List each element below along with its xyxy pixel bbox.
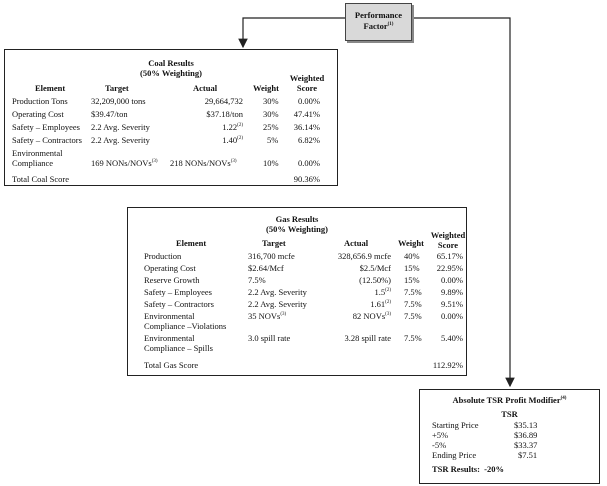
coal-env-element-line2: Compliance <box>12 158 54 168</box>
tsr-header: TSR <box>501 409 518 419</box>
coal-row-weight: 30% <box>263 96 279 106</box>
coal-title: Coal Results <box>148 58 194 68</box>
gas-row-element: Safety – Contractors <box>144 299 214 309</box>
gas-env-violations-target: 35 NOVs$^{(3)}$ <box>248 311 287 321</box>
coal-header-weight: Weight <box>253 83 279 93</box>
coal-env-target: 169 NONs/NOVs$^{(3)}$ <box>91 158 158 168</box>
gas-header-actual: Actual <box>344 238 369 248</box>
gas-row-actual: 1.61$^{(2)}$ <box>370 299 391 309</box>
coal-total-label: Total Coal Score <box>12 174 70 184</box>
coal-env-weight: 10% <box>263 158 279 168</box>
coal-env-actual: 218 NONs/NOVs$^{(3)}$ <box>170 158 237 168</box>
coal-header-score: Score <box>296 83 318 93</box>
coal-row-weight: 25% <box>263 122 279 132</box>
gas-row-target: 2.2 Avg. Severity <box>248 287 307 297</box>
tsr-title: Absolute TSR Profit Modifier$^{(4)}$ <box>452 395 567 405</box>
gas-row-actual: $2.5/Mcf <box>359 263 391 273</box>
gas-header-weight: Weight <box>398 238 424 248</box>
tsr-row-value: $36.89 <box>514 430 538 440</box>
gas-row-element: Production <box>144 251 182 261</box>
tsr-row-value: $7.51 <box>518 450 538 460</box>
tsr-row-label: +5% <box>432 430 449 440</box>
coal-total-value: 90.36% <box>293 174 320 184</box>
gas-row-weight: 15% <box>404 275 420 285</box>
gas-row-score: 0.00% <box>441 275 463 285</box>
coal-subtitle: (50% Weighting) <box>140 68 202 78</box>
coal-env-score: 0.00% <box>298 158 320 168</box>
gas-env-spills-element-line2: Compliance – Spills <box>144 343 213 353</box>
gas-row-score: 22.95% <box>436 263 463 273</box>
gas-env-violations-element-line2: Compliance –Violations <box>144 321 227 331</box>
gas-row-weight: 7.5% <box>404 287 422 297</box>
tsr-modifier-box <box>419 389 600 484</box>
coal-header-target: Target <box>105 83 129 93</box>
coal-row-score: 6.82% <box>298 135 320 145</box>
coal-row-score: 47.41% <box>293 109 320 119</box>
gas-header-target: Target <box>262 238 286 248</box>
gas-header-score: Score <box>437 240 459 250</box>
coal-row-weight: 30% <box>263 109 279 119</box>
tsr-row-label: Starting Price <box>432 420 479 430</box>
gas-row-target: 2.2 Avg. Severity <box>248 299 307 309</box>
gas-row-weight: 7.5% <box>404 299 422 309</box>
gas-row-target: $2.64/Mcf <box>248 263 284 273</box>
coal-row-actual: 1.22$^{(2)}$ <box>222 122 243 132</box>
coal-row-target: 2.2 Avg. Severity <box>91 135 150 145</box>
coal-row-score: 36.14% <box>293 122 320 132</box>
gas-env-spills-score: 5.40% <box>441 333 463 343</box>
gas-env-spills-weight: 7.5% <box>404 333 422 343</box>
coal-row-target: $39.47/ton <box>91 109 128 119</box>
gas-row-weight: 15% <box>404 263 420 273</box>
gas-row-actual: 328,656.9 mcfe <box>337 251 391 261</box>
coal-row-element: Safety – Contractors <box>12 135 82 145</box>
coal-row-actual: $37.18/ton <box>206 109 243 119</box>
gas-env-violations-actual: 82 NOVs$^{(3)}$ <box>352 311 391 321</box>
gas-row-score: 9.89% <box>441 287 463 297</box>
coal-results-box <box>4 49 338 186</box>
gas-row-element: Safety – Employees <box>144 287 212 297</box>
gas-row-target: 7.5% <box>248 275 266 285</box>
gas-env-violations-weight: 7.5% <box>404 311 422 321</box>
tsr-row-value: $35.13 <box>514 420 538 430</box>
arrow-to-coal <box>243 18 345 47</box>
gas-total-value: 112.92% <box>432 360 463 370</box>
gas-subtitle: (50% Weighting) <box>266 224 328 234</box>
gas-env-spills-actual: 3.28 spill rate <box>344 333 391 343</box>
gas-row-actual: (12.50%) <box>359 275 391 285</box>
coal-row-target: 2.2 Avg. Severity <box>91 122 150 132</box>
tsr-results: TSR Results: -20% <box>432 464 505 474</box>
gas-row-weight: 40% <box>404 251 420 261</box>
tsr-row-label: Ending Price <box>432 450 477 460</box>
coal-header-actual: Actual <box>193 83 218 93</box>
gas-row-element: Operating Cost <box>144 263 196 273</box>
coal-row-target: 32,209,000 tons <box>91 96 146 106</box>
gas-env-spills-target: 3.0 spill rate <box>248 333 291 343</box>
gas-env-violations-element: Environmental <box>144 311 195 321</box>
gas-row-actual: 1.5$^{(2)}$ <box>374 287 391 297</box>
gas-row-target: 316,700 mcfe <box>248 251 295 261</box>
coal-header-element: Element <box>35 83 66 93</box>
tsr-row-value: $33.37 <box>514 440 538 450</box>
coal-env-element: Environmental <box>12 148 63 158</box>
coal-row-element: Production Tons <box>12 96 68 106</box>
gas-header-element: Element <box>176 238 207 248</box>
coal-row-actual: 1.40$^{(2)}$ <box>222 135 243 145</box>
coal-row-element: Operating Cost <box>12 109 64 119</box>
performance-factor-box <box>345 3 412 41</box>
gas-row-score: 65.17% <box>436 251 463 261</box>
gas-env-spills-element: Environmental <box>144 333 195 343</box>
gas-title: Gas Results <box>275 214 319 224</box>
gas-header-weighted: Weighted <box>430 230 466 240</box>
performance-factor-label: Performance Factor$^{(1)}$ <box>354 10 403 31</box>
coal-header-weighted: Weighted <box>289 73 325 83</box>
gas-row-element: Reserve Growth <box>144 275 200 285</box>
gas-results-box <box>127 207 467 376</box>
coal-row-weight: 5% <box>267 135 279 145</box>
gas-env-violations-score: 0.00% <box>441 311 463 321</box>
coal-row-score: 0.00% <box>298 96 320 106</box>
gas-row-score: 9.51% <box>441 299 463 309</box>
coal-row-actual: 29,664,732 <box>204 96 243 106</box>
gas-total-label: Total Gas Score <box>144 360 199 370</box>
coal-row-element: Safety – Employees <box>12 122 80 132</box>
tsr-row-label: -5% <box>432 440 447 450</box>
